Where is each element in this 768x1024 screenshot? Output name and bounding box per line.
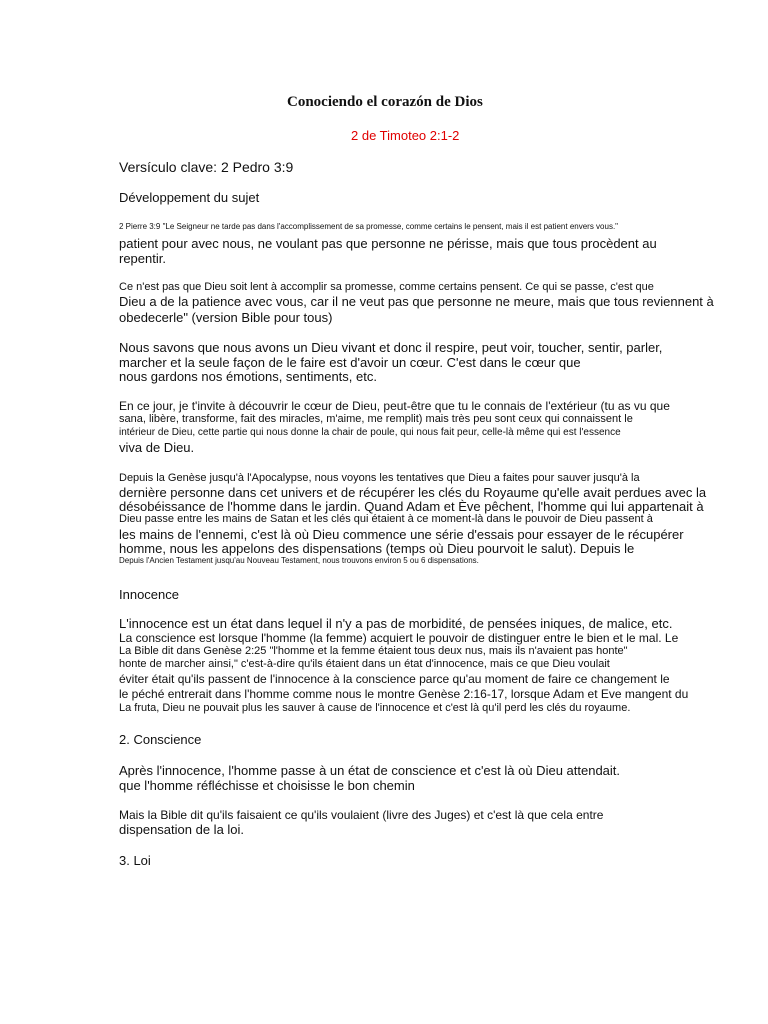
text-line: viva de Dieu. bbox=[119, 440, 195, 455]
text-line: désobéissance de l'homme dans le jardin. Quand Adam et Ève pêchent, l'homme qui lui appartenait à bbox=[119, 499, 704, 514]
text-line: Mais la Bible dit qu'ils faisaient ce qu'ils voulaient (livre des Juges) et c'est là que cela entre bbox=[119, 808, 604, 822]
text-line: En ce jour, je t'invite à découvrir le cœur de Dieu, peut-être que tu le connais de l'extérieur (tu as vu que bbox=[119, 399, 670, 413]
text-line: marcher et la seule façon de le faire est d'avoir un cœur. C'est dans le cœur que bbox=[119, 355, 581, 370]
text-line: dispensation de la loi. bbox=[119, 822, 245, 837]
section-heading: Développement du sujet bbox=[119, 190, 260, 205]
text-line: patient pour avec nous, ne voulant pas que personne ne périsse, mais que tous procèdent au bbox=[119, 236, 657, 251]
text-line: intérieur de Dieu, cette partie qui nous donne la chair de poule, qui nous fait peur, celle-là même qui est l'essence bbox=[119, 427, 621, 438]
document-title: Conociendo el corazón de Dios bbox=[287, 94, 483, 110]
text-line: nous gardons nos émotions, sentiments, etc. bbox=[119, 369, 377, 384]
text-line: La fruta, Dieu ne pouvait plus les sauver à cause de l'innocence et c'est là qu'il perd les clés du royaume. bbox=[119, 702, 631, 714]
text-line: homme, nous les appelons des dispensations (temps où Dieu pourvoit le salut). Depuis le bbox=[119, 541, 635, 556]
text-line: dernière personne dans cet univers et de récupérer les clés du Royaume qu'elle avait perdues avec la bbox=[119, 485, 707, 500]
text-line: L'innocence est un état dans lequel il n'y a pas de morbidité, de pensées iniques, de malice, etc. bbox=[119, 616, 673, 631]
text-line: les mains de l'ennemi, c'est là où Dieu commence une série d'essais pour essayer de le récupérer bbox=[119, 527, 684, 542]
text-line: éviter était qu'ils passent de l'innocence à la conscience parce qu'au moment de faire ce changement le bbox=[119, 672, 670, 686]
text-line: Dieu a de la patience avec vous, car il ne veut pas que personne ne meure, mais que tous reviennent à bbox=[119, 294, 714, 309]
innocence-heading: Innocence bbox=[119, 587, 179, 602]
key-verse: Versículo clave: 2 Pedro 3:9 bbox=[119, 159, 294, 175]
text-line: Nous savons que nous avons un Dieu vivant et donc il respire, peut voir, toucher, sentir, parler, bbox=[119, 340, 663, 355]
text-line: repentir. bbox=[119, 251, 166, 266]
text-line: Dieu passe entre les mains de Satan et les clés qui étaient à ce moment-là dans le pouvoir de Dieu passent à bbox=[119, 513, 653, 525]
text-line: 2 Pierre 3:9 "Le Seigneur ne tarde pas dans l'accomplissement de sa promesse, comme certains le pensent, mais il est patient envers vous." bbox=[119, 222, 619, 231]
conscience-heading: 2. Conscience bbox=[119, 732, 202, 747]
scripture-reference: 2 de Timoteo 2:1-2 bbox=[351, 128, 460, 143]
text-line: Après l'innocence, l'homme passe à un état de conscience et c'est là où Dieu attendait. bbox=[119, 763, 621, 778]
text-line: La Bible dit dans Genèse 2:25 "l'homme et la femme étaient tous deux nus, mais ils n'avaient pas honte" bbox=[119, 645, 628, 657]
text-line: sana, libère, transforme, fait des miracles, m'aime, me remplit) mais très peu sont ceux qui connaissent le bbox=[119, 413, 633, 425]
text-line: que l'homme réfléchisse et choisisse le bon chemin bbox=[119, 778, 415, 793]
text-line: obedecerle" (version Bible pour tous) bbox=[119, 310, 333, 325]
text-line: le péché entrerait dans l'homme comme nous le montre Genèse 2:16-17, lorsque Adam et Eve mangent du bbox=[119, 687, 689, 701]
text-line: La conscience est lorsque l'homme (la femme) acquiert le pouvoir de distinguer entre le bien et le mal. Le bbox=[119, 631, 679, 645]
text-line: Depuis la Genèse jusqu'à l'Apocalypse, nous voyons les tentatives que Dieu a faites pour sauver jusqu'à la bbox=[119, 472, 640, 484]
loi-heading: 3. Loi bbox=[119, 853, 151, 868]
text-line: Depuis l'Ancien Testament jusqu'au Nouveau Testament, nous trouvons environ 5 ou 6 dispensations. bbox=[119, 556, 479, 565]
text-line: Ce n'est pas que Dieu soit lent à accomplir sa promesse, comme certains pensent. Ce qui se passe, c'est que bbox=[119, 281, 654, 293]
text-line: honte de marcher ainsi," c'est-à-dire qu'ils étaient dans un état d'innocence, mais ce que Dieu voulait bbox=[119, 658, 610, 670]
